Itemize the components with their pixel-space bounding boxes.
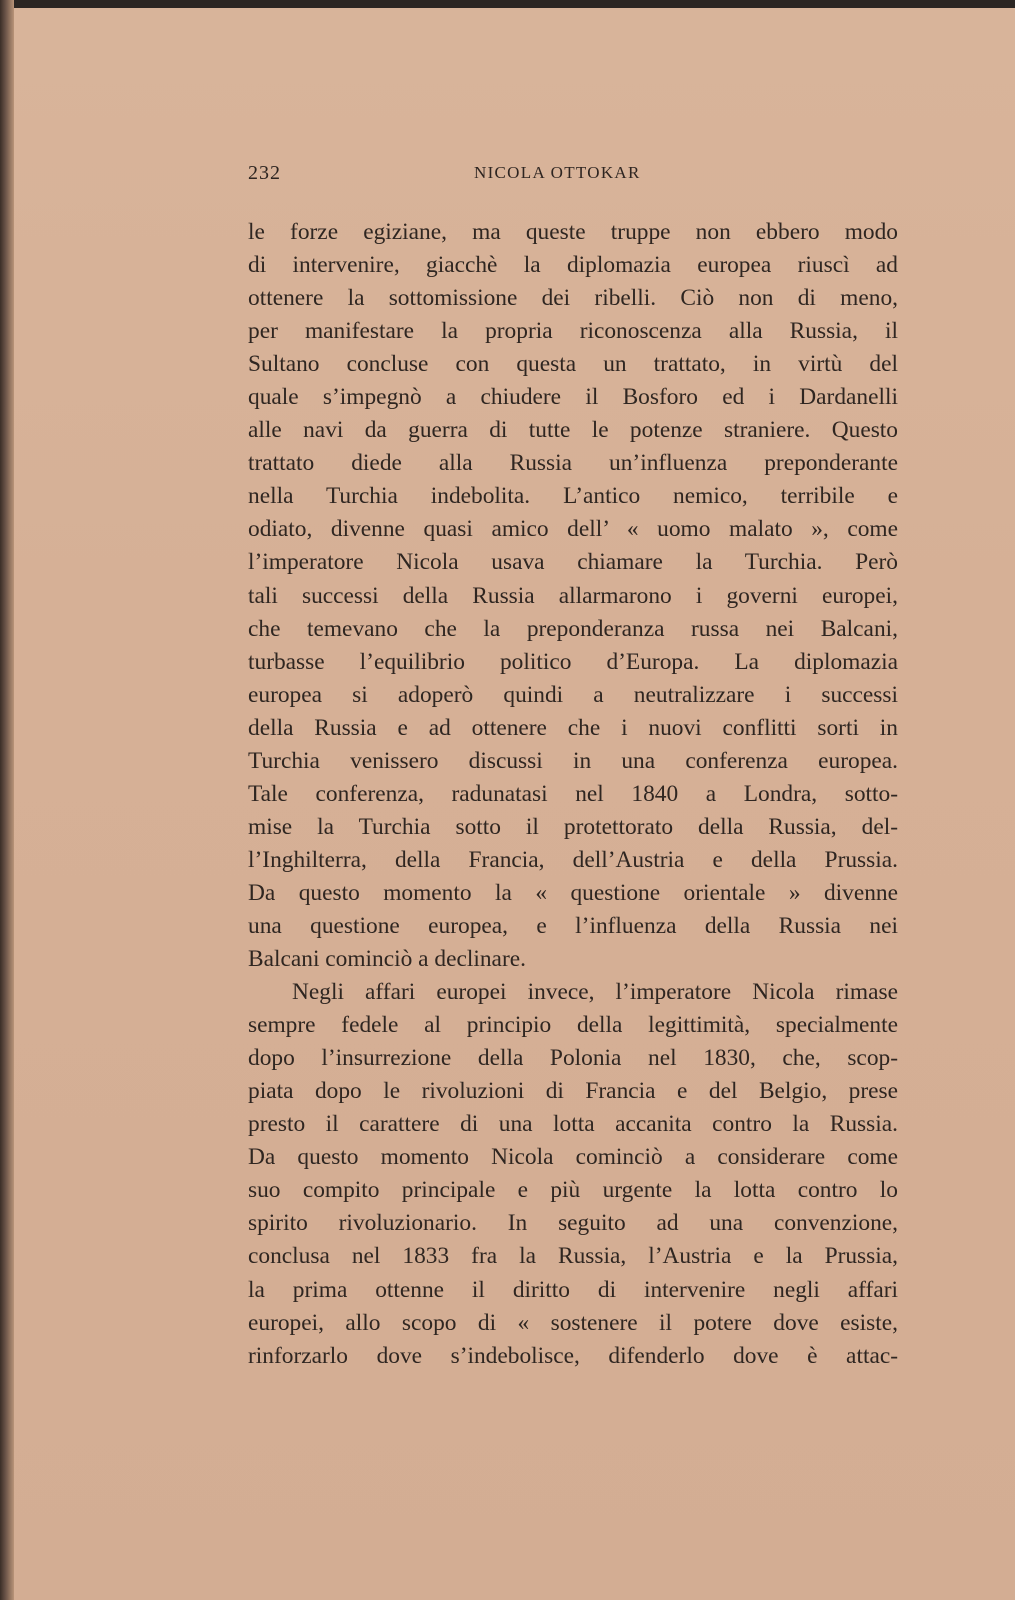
text-line: la prima ottenne il diritto di intervenire negli affari xyxy=(248,1276,898,1303)
text-line: rinforzarlo dove s’indebolisce, difenderlo dove è attac- xyxy=(248,1342,898,1369)
text-line: sempre fedele al principio della legittimità, specialmente xyxy=(248,1012,898,1039)
text-line: che temevano che la preponderanza russa nei Balcani, xyxy=(248,615,898,642)
text-line: Da questo momento Nicola cominciò a considerare come xyxy=(248,1144,898,1171)
text-line: Turchia venissero discussi in una conferenza europea. xyxy=(248,747,898,774)
text-line: europei, allo scopo di « sostenere il potere dove esiste, xyxy=(248,1309,898,1336)
text-line: odiato, divenne quasi amico dell’ « uomo malato », come xyxy=(248,516,898,543)
text-line: quale s’impegnò a chiudere il Bosforo ed i Dardanelli xyxy=(248,384,898,411)
running-title: NICOLA OTTOKAR xyxy=(474,163,641,182)
text-line: della Russia e ad ottenere che i nuovi conflitti sorti in xyxy=(248,714,898,741)
text-line: piata dopo le rivoluzioni di Francia e del Belgio, prese xyxy=(248,1078,898,1105)
page-header xyxy=(248,162,672,188)
text-line: presto il carattere di una lotta accanita contro la Russia. xyxy=(248,1111,898,1138)
text-line: turbasse l’equilibrio politico d’Europa. La diplomazia xyxy=(248,648,898,675)
text-line: suo compito principale e più urgente la lotta contro lo xyxy=(248,1177,898,1204)
text-line: ottenere la sottomissione dei ribelli. Ciò non di meno, xyxy=(248,285,898,312)
body-text xyxy=(248,216,898,1373)
text-line: alle navi da guerra di tutte le potenze straniere. Questo xyxy=(248,417,898,444)
text-line: l’Inghilterra, della Francia, dell’Austria e della Prussia. xyxy=(248,846,898,873)
text-line: Sultano concluse con questa un trattato, in virtù del xyxy=(248,351,898,378)
text-line: trattato diede alla Russia un’influenza preponderante xyxy=(248,450,898,477)
text-line: mise la Turchia sotto il protettorato della Russia, del- xyxy=(248,813,898,840)
text-line: spirito rivoluzionario. In seguito ad una convenzione, xyxy=(248,1210,898,1237)
text-line: conclusa nel 1833 fra la Russia, l’Austria e la Prussia, xyxy=(248,1243,898,1270)
paragraph-first-line: Negli affari europei invece, l’imperatore Nicola rimase xyxy=(292,979,898,1006)
text-line: Da questo momento la « questione orientale » divenne xyxy=(248,879,898,906)
text-line: l’imperatore Nicola usava chiamare la Turchia. Però xyxy=(248,549,898,576)
text-line: Tale conferenza, radunatasi nel 1840 a Londra, sotto- xyxy=(248,780,898,807)
text-line: una questione europea, e l’influenza della Russia nei xyxy=(248,912,898,939)
text-line: di intervenire, giacchè la diplomazia europea riuscì ad xyxy=(248,252,898,279)
text-line: per manifestare la propria riconoscenza alla Russia, il xyxy=(248,318,898,345)
page-top-edge xyxy=(0,0,1015,8)
text-line: tali successi della Russia allarmarono i governi europei, xyxy=(248,582,898,609)
text-line: europea si adoperò quindi a neutralizzare i successi xyxy=(248,681,898,708)
page-number: 232 xyxy=(248,162,281,184)
text-line: le forze egiziane, ma queste truppe non ebbero modo xyxy=(248,219,898,245)
paragraph-last-line: Balcani cominciò a declinare. xyxy=(248,946,526,973)
text-line: dopo l’insurrezione della Polonia nel 1830, che, scop- xyxy=(248,1045,898,1072)
text-line: nella Turchia indebolita. L’antico nemico, terribile e xyxy=(248,483,898,510)
book-binding-edge xyxy=(0,0,14,1600)
